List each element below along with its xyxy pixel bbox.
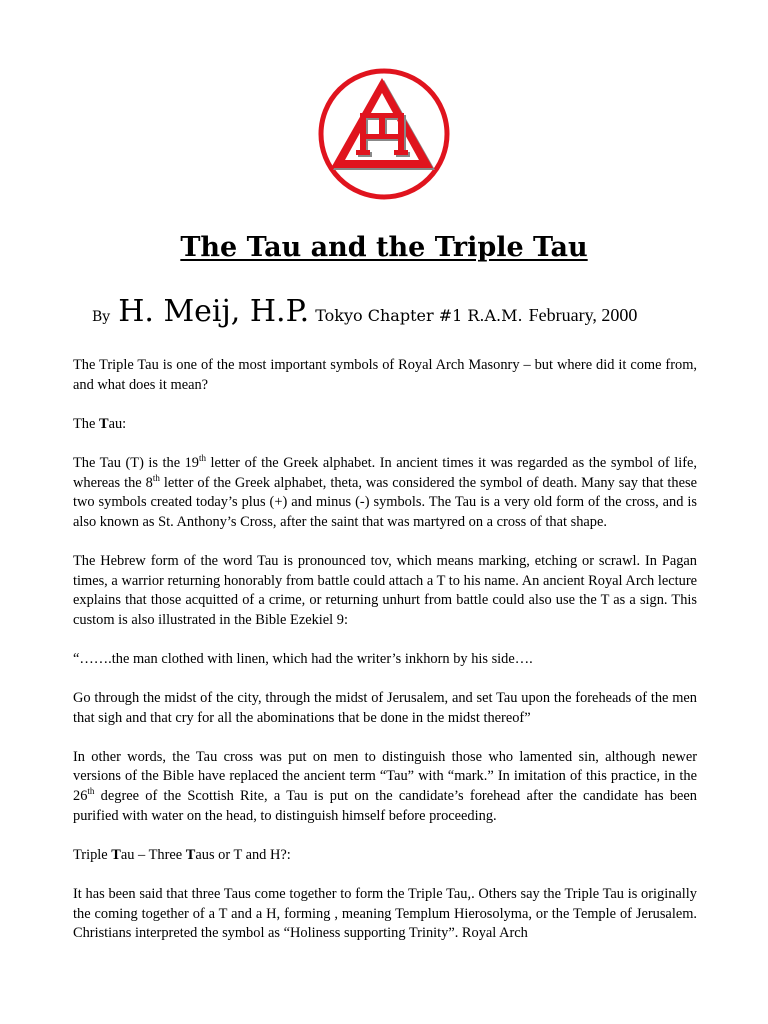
para3-part2: degree of the Scottish Rite, a Tau is put on the candidate’s forehead after the candidate has been purified with water on the head, to distinguish himself before proceeding. <box>73 788 697 824</box>
heading-triple-post: aus or T and H?: <box>195 846 291 863</box>
heading-triple-tau <box>73 846 697 866</box>
paragraph-greek-alphabet <box>73 454 697 532</box>
byline-chapter: Tokyo Chapter #1 R.A.M. <box>315 306 523 325</box>
byline-author: H. Meij, H.P. <box>118 294 310 329</box>
heading-triple-bold1: T <box>111 846 121 863</box>
heading-triple-mid: au – Three <box>120 846 186 863</box>
para1-part1: The Tau (T) is the 19 <box>73 454 199 471</box>
document-title: The Tau and the Triple Tau <box>180 232 588 263</box>
para1-sup1: th <box>199 453 207 464</box>
para1-part3: letter of the Greek alphabet, theta, was considered the symbol of death. Many say that these two symbols created today’s plus (+) and minus (-) symbols. The Tau is a very old form of the cross, and is also known as St. Anthony’s Cross, after the saint that was martyred on a cross of that shape. <box>73 474 697 530</box>
paragraph-three-taus: It has been said that three Taus come together to form the Triple Tau,. Others say the Triple Tau is originally the coming together of a T and a H, forming , meaning Templum Hierosolyma, or the Temple of Jerusalem. Christians interpreted the symbol as “Holiness supporting Trinity”. Royal Arch <box>73 886 697 942</box>
byline-by: By <box>92 309 111 325</box>
heading-triple-pre: Triple <box>73 846 112 863</box>
paragraph-scottish-rite <box>73 748 697 826</box>
para1-part2: letter of the Greek alphabet. In ancient times it was regarded as the symbol of life, whereas the 8 <box>73 454 697 491</box>
body-text <box>73 356 697 963</box>
quote-jerusalem: Go through the midst of the city, through the midst of Jerusalem, and set Tau upon the foreheads of the men that sigh and that cry for all the abominations that be done in the midst thereof” <box>73 690 697 726</box>
paragraph-hebrew: The Hebrew form of the word Tau is pronounced tov, which means marking, etching or scrawl. In Pagan times, a warrior returning honorably from battle could attach a T to his name. An ancient Royal Arch lecture explains that those acquitted of a crime, or returning unhurt from battle could also use the T as a sign. This custom is also illustrated in the Bible Ezekiel 9: <box>73 552 697 628</box>
heading-tau-pre: The <box>73 415 99 432</box>
para1-sup2: th <box>152 472 160 483</box>
heading-tau-bold: T <box>98 415 109 432</box>
heading-triple-bold2: T <box>185 846 196 863</box>
intro-paragraph: The Triple Tau is one of the most important symbols of Royal Arch Masonry – but where did it come from, and what does it mean? <box>73 357 697 393</box>
para3-part1: In other words, the Tau cross was put on men to distinguish those who lamented sin, although newer versions of the Bible have replaced the ancient term “Tau” with “mark.” In imitation of this practice, in the 26 <box>73 748 697 805</box>
byline <box>92 294 637 329</box>
triple-tau-emblem-icon <box>316 66 452 202</box>
heading-tau-post: au: <box>108 415 127 432</box>
heading-tau <box>73 415 697 435</box>
quote-linen: “…….the man clothed with linen, which had the writer’s inkhorn by his side…. <box>73 650 533 667</box>
para3-sup: th <box>87 786 95 797</box>
byline-date: February, 2000 <box>528 305 638 325</box>
